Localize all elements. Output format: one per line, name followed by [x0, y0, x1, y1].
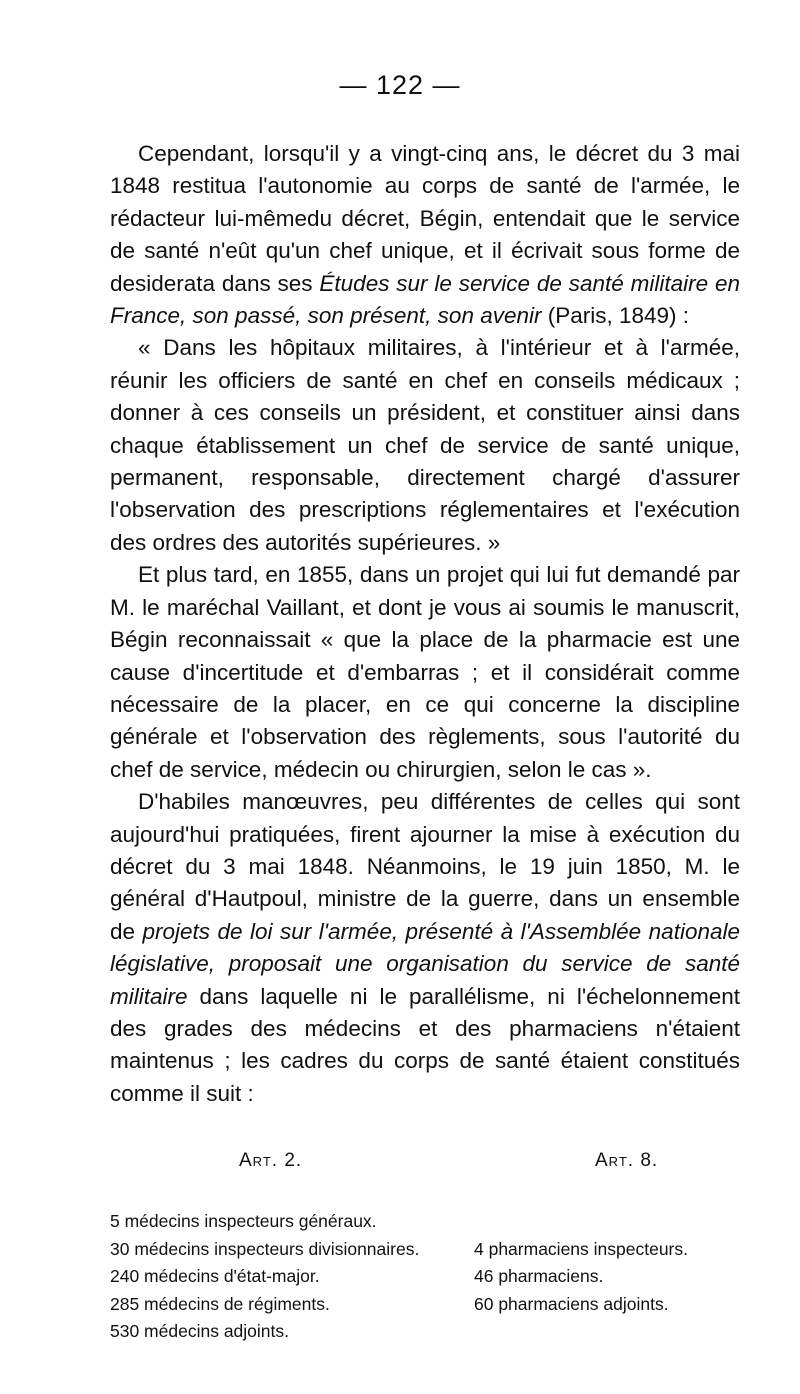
- paragraph-3-text: Et plus tard, en 1855, dans un projet qui lui fut demandé par M. le maréchal Vaillant, et dont je vous ai soumis le manuscrit, Bégin reconnaissait « que la place de la pharmacie est une cause d'incertitude et d'embarras ; et il considérait comme nécessaire de la placer, en ce qui concerne la discipline générale et l'observation des règlements, sous l'autorité du chef de service, médecin ou chirurgien, selon le cas ».: [110, 562, 740, 782]
- paragraph-4: [110, 786, 740, 1110]
- paragraph-1-title-italic: Études sur le service de santé militaire en France, son passé, son présent, son avenir: [110, 270, 740, 329]
- paragraph-2-quote: [110, 332, 740, 559]
- list-item: 240 médecins d'état-major.: [110, 1266, 320, 1287]
- paragraph-4-text-b: dans laquelle ni le parallélisme, ni l'échelonnement des grades des médecins et des pharmaciens n'étaient maintenus ; les cadres du corps de santé étaient constitués comme il suit :: [110, 983, 740, 1106]
- paragraph-1-text-a: Cependant, lorsqu'il y a vingt-cinq ans, le décret du 3 mai 1848 restitua l'autonomie au corps de santé de l'armée, le rédacteur lui-mêmedu décret, Bégin, entendait que le service de santé n'eût qu'un chef unique, et il écrivait sous forme de desiderata dans ses: [110, 141, 740, 296]
- paragraph-1-text-b: (Paris, 1849) :: [541, 303, 690, 329]
- paragraph-1: [110, 138, 740, 332]
- paragraph-4-title-italic: projets de loi sur l'armée, présenté à l'Assemblée nationale législative, proposait une organisation du service de santé militaire: [110, 918, 740, 1009]
- page-number: — 122 —: [339, 70, 461, 100]
- article-2-list: [110, 1208, 419, 1346]
- paragraph-2-text: « Dans les hôpitaux militaires, à l'intérieur et à l'armée, réunir les officiers de santé en chef en conseils médicaux ; donner à ces conseils un président, et constituer ainsi dans chaque établissement un chef de service de santé unique, permanent, responsable, directement chargé d'assurer l'observation des prescriptions réglementaires et l'exécution des ordres des autorités supérieures. »: [110, 335, 740, 555]
- paragraph-4-text-a: D'habiles manœuvres, peu différentes de celles qui sont aujourd'hui pratiquées, firent ajourner la mise à exécution du décret du 3 mai 1848. Néanmoins, le 19 juin 1850, M. le général d'Hautpoul, ministre de la guerre, dans un ensemble de: [110, 789, 740, 944]
- list-item: 46 pharmaciens.: [474, 1266, 604, 1287]
- body-text: [110, 138, 740, 1110]
- article-8-heading: Art. 8.: [595, 1150, 659, 1171]
- list-item: 5 médecins inspecteurs généraux.: [110, 1211, 377, 1231]
- paragraph-3: [110, 559, 740, 786]
- list-item: 285 médecins de régiments.: [110, 1293, 330, 1314]
- list-item: 30 médecins inspecteurs divisionnaires.: [110, 1238, 420, 1259]
- list-item: 60 pharmaciens adjoints.: [474, 1293, 669, 1314]
- article-8-list: [474, 1236, 688, 1319]
- article-2-heading: Art. 2.: [239, 1150, 303, 1171]
- list-item: 530 médecins adjoints.: [110, 1321, 289, 1342]
- list-item: 4 pharmaciens inspecteurs.: [474, 1238, 688, 1259]
